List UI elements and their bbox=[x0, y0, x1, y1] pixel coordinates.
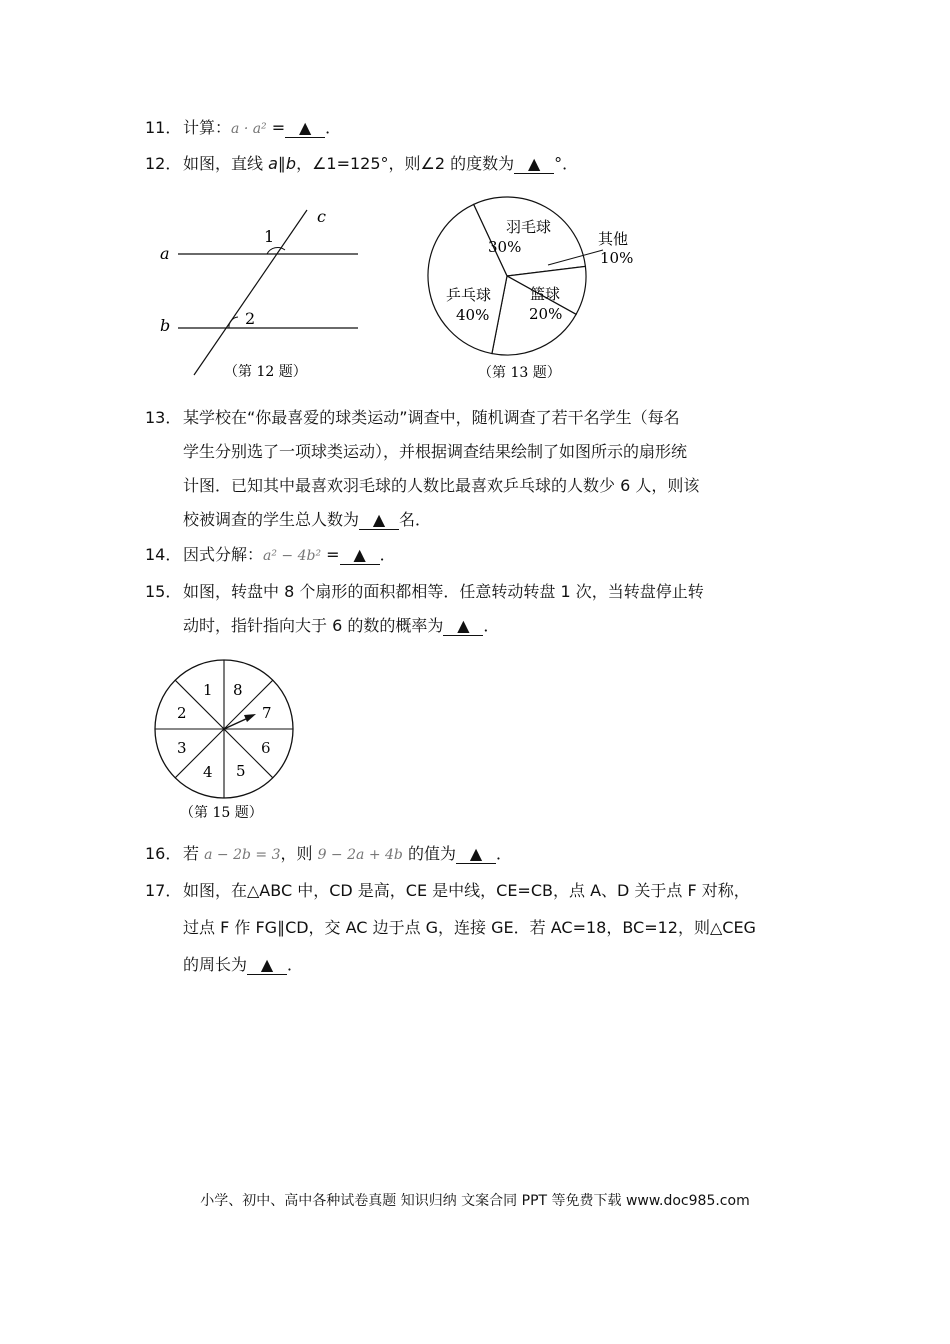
question-text: 如图，直线 bbox=[183, 154, 269, 173]
question-13 bbox=[145, 400, 680, 436]
question-line-1: 如图，转盘中 8 个扇形的面积都相等．任意转动转盘 1 次，当转盘停止转 bbox=[183, 582, 704, 601]
equals-sign: = bbox=[266, 118, 286, 137]
question-13-line-4 bbox=[183, 502, 431, 538]
question-end: ． bbox=[287, 955, 304, 974]
question-text: 若 bbox=[183, 844, 205, 863]
math-expression-1: a − 2b = 3 bbox=[204, 847, 281, 863]
question-text: 校被调查的学生总人数为 bbox=[183, 510, 360, 529]
sector-1: 1 bbox=[203, 681, 213, 699]
answer-blank: ▲ bbox=[340, 546, 380, 565]
angle-1-arc bbox=[267, 247, 285, 254]
question-end: 名． bbox=[399, 510, 432, 529]
question-end: ． bbox=[495, 844, 512, 863]
question-number: 13． bbox=[145, 408, 182, 427]
value-basketball: 20% bbox=[529, 305, 563, 323]
pointer-shaft bbox=[224, 718, 248, 729]
parallel-symbol: ∥ bbox=[277, 154, 286, 173]
page-footer: 小学、初中、高中各种试卷真题 知识归纳 文案合同 PPT 等免费下载 www.doc985.com bbox=[200, 1193, 750, 1209]
label-b: b bbox=[160, 316, 171, 335]
question-end: °． bbox=[554, 154, 579, 173]
math-expression-2: 9 − 2a + 4b bbox=[317, 847, 403, 863]
sector-6: 6 bbox=[261, 739, 271, 757]
sector-3: 3 bbox=[177, 739, 187, 757]
label-c: c bbox=[317, 207, 326, 226]
question-12 bbox=[145, 146, 578, 182]
question-17-line-3 bbox=[183, 947, 303, 983]
question-text-2: ，∠1=125°，则∠2 的度数为 bbox=[296, 154, 515, 173]
question-number: 16． bbox=[145, 844, 182, 863]
label-basketball: 篮球 bbox=[530, 285, 561, 303]
question-number: 14． bbox=[145, 545, 182, 564]
angle-2-arc bbox=[229, 317, 238, 328]
transversal-c bbox=[194, 210, 307, 375]
value-other: 10% bbox=[600, 249, 634, 267]
figure-15-spinner bbox=[150, 655, 300, 825]
sector-7: 7 bbox=[262, 704, 272, 722]
question-text: 计算： bbox=[183, 118, 232, 137]
question-15-line-2 bbox=[183, 608, 499, 644]
question-14 bbox=[145, 537, 396, 574]
sector-4: 4 bbox=[203, 763, 213, 781]
question-15 bbox=[145, 574, 704, 610]
figure-12-parallel-lines bbox=[150, 200, 370, 385]
question-number: 12． bbox=[145, 154, 182, 173]
label-angle-1: 1 bbox=[264, 227, 275, 246]
sector-8: 8 bbox=[233, 681, 243, 699]
label-a: a bbox=[160, 244, 170, 263]
figure-13-caption: （第 13 题） bbox=[478, 365, 561, 381]
question-end: ． bbox=[379, 545, 396, 564]
question-17-line-2: 过点 F 作 FG∥CD，交 AC 边于点 G，连接 GE．若 AC=18，BC=12，则△CEG bbox=[183, 918, 756, 937]
question-number: 11． bbox=[145, 118, 182, 137]
equals-sign: = bbox=[321, 545, 340, 564]
figure-15-caption: （第 15 题） bbox=[180, 805, 263, 821]
question-text-2: ，则 bbox=[280, 844, 318, 863]
answer-blank: ▲ bbox=[247, 956, 287, 975]
question-number: 15． bbox=[145, 582, 182, 601]
question-text: 的周长为 bbox=[183, 955, 248, 974]
question-11 bbox=[145, 110, 341, 147]
figure-12-caption: （第 12 题） bbox=[224, 364, 307, 380]
answer-blank: ▲ bbox=[285, 119, 325, 138]
question-end: ． bbox=[483, 616, 500, 635]
sector-5: 5 bbox=[236, 762, 246, 780]
question-number: 17． bbox=[145, 881, 182, 900]
math-expression: a · a² bbox=[231, 121, 267, 137]
answer-blank: ▲ bbox=[456, 845, 496, 864]
label-angle-2: 2 bbox=[245, 309, 256, 328]
question-13-line-3: 计图．已知其中最喜欢羽毛球的人数比最喜欢乒乓球的人数少 6 人，则该 bbox=[183, 476, 700, 495]
value-badminton: 30% bbox=[488, 238, 522, 256]
question-text: 动时，指针指向大于 6 的数的概率为 bbox=[183, 616, 444, 635]
answer-blank: ▲ bbox=[443, 617, 483, 636]
question-line-1: 如图，在△ABC 中，CD 是高，CE 是中线，CE=CB，点 A、D 关于点 F 对称， bbox=[183, 881, 750, 900]
answer-blank: ▲ bbox=[514, 155, 554, 174]
line-b-label: b bbox=[285, 154, 297, 173]
value-pingpong: 40% bbox=[456, 306, 490, 324]
line-a-label: a bbox=[268, 154, 278, 173]
pointer-arrow-icon bbox=[244, 714, 256, 722]
label-pingpong: 乒乓球 bbox=[446, 286, 492, 304]
label-other: 其他 bbox=[598, 230, 629, 248]
question-13-line-2: 学生分别选了一项球类运动），并根据调查结果绘制了如图所示的扇形统 bbox=[183, 442, 688, 461]
question-17 bbox=[145, 873, 750, 909]
math-expression: a² − 4b² bbox=[263, 548, 322, 564]
question-end: ． bbox=[325, 118, 342, 137]
figure-13-pie-chart bbox=[420, 190, 660, 385]
question-line-1: 某学校在“你最喜爱的球类运动”调查中，随机调查了若干名学生（每名 bbox=[183, 408, 680, 427]
label-badminton: 羽毛球 bbox=[506, 218, 552, 236]
question-text: 因式分解： bbox=[183, 545, 264, 564]
question-text-3: 的值为 bbox=[402, 844, 456, 863]
answer-blank: ▲ bbox=[359, 511, 399, 530]
sector-2: 2 bbox=[177, 704, 187, 722]
question-16 bbox=[145, 836, 512, 873]
